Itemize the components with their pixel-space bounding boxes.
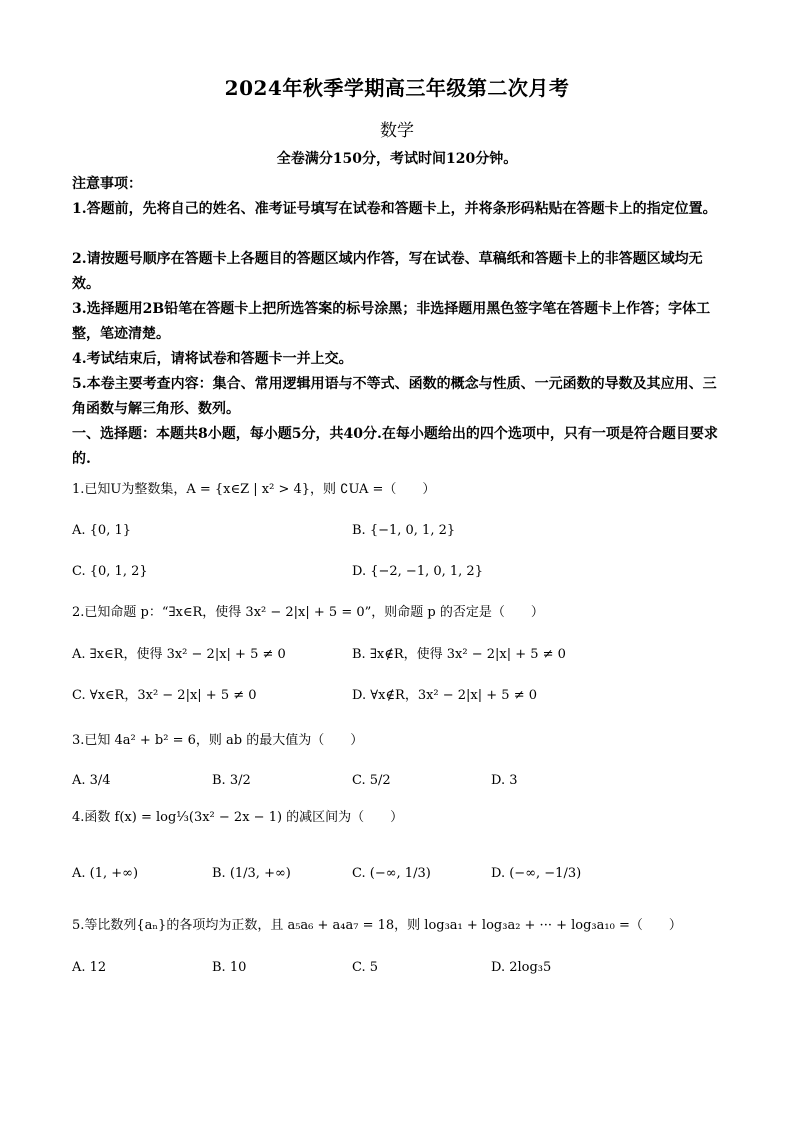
question-3-option-b: B. 3/2 — [212, 773, 251, 788]
note-item-2: 2.请按题号顺序在答题卡上各题目的答题区域内作答，写在试卷、草稿纸和答题卡上的非答题区域均无效。 — [72, 251, 703, 292]
question-4-option-a: A. (1, +∞) — [72, 866, 139, 881]
question-1-option-b: B. {−1, 0, 1, 2} — [352, 523, 456, 538]
question-3-option-a: A. 3/4 — [72, 773, 111, 788]
question-1-stem: 1.已知U为整数集，A = {x∈Z | x² > 4}，则 ∁UA =（ ） — [72, 482, 436, 497]
question-2-option-a: A. ∃x∈R，使得 3x² − 2|x| + 5 ≠ 0 — [72, 647, 286, 662]
exam-info: 全卷满分150分，考试时间120分钟。 — [276, 151, 518, 167]
note-item-5: 5.本卷主要考查内容：集合、常用逻辑用语与不等式、函数的概念与性质、一元函数的导数及其应用、三角函数与解三角形、数列。 — [72, 376, 717, 417]
question-2-option-b: B. ∃x∉R，使得 3x² − 2|x| + 5 ≠ 0 — [352, 647, 566, 662]
question-4-option-b: B. (1/3, +∞) — [212, 866, 291, 881]
question-5-option-b: B. 10 — [212, 960, 247, 975]
question-3-stem: 3.已知 4a² + b² = 6，则 ab 的最大值为（ ） — [72, 733, 364, 748]
question-1-option-d: D. {−2, −1, 0, 1, 2} — [352, 564, 483, 579]
question-3-option-c: C. 5/2 — [352, 773, 391, 788]
question-3-option-d: D. 3 — [491, 773, 518, 788]
question-5-option-d: D. 2log₃5 — [491, 960, 552, 975]
notes-heading: 注意事项： — [72, 176, 142, 192]
question-5-option-a: A. 12 — [72, 960, 107, 975]
question-5-stem: 5.等比数列{aₙ}的各项均为正数，且 a₅a₆ + a₄a₇ = 18，则 log₃a₁ + log₃a₂ + ··· + log₃a₁₀ =（ ） — [72, 918, 682, 933]
question-5-option-c: C. 5 — [352, 960, 379, 975]
note-item-4: 4.考试结束后，请将试卷和答题卡一并上交。 — [72, 351, 353, 367]
note-item-3: 3.选择题用2B铅笔在答题卡上把所选答案的标号涂黑；非选择题用黑色签字笔在答题卡上作答；字体工整，笔迹清楚。 — [72, 301, 711, 342]
question-4-stem: 4.函数 f(x) = log⅓(3x² − 2x − 1) 的减区间为（ ） — [72, 810, 404, 825]
question-1-option-a: A. {0, 1} — [72, 523, 132, 538]
exam-subject: 数学 — [380, 121, 414, 141]
exam-title: 2024年秋季学期高三年级第二次月考 — [224, 76, 570, 100]
section-heading: 一、选择题：本题共8小题，每小题5分，共40分.在每小题给出的四个选项中，只有一项是符合题目要求的. — [72, 426, 718, 467]
question-2-stem: 2.已知命题 p：“∃x∈R，使得 3x² − 2|x| + 5 = 0”，则命题 p 的否定是（ ） — [72, 605, 544, 620]
note-item-1: 1.答题前，先将自己的姓名、准考证号填写在试卷和答题卡上，并将条形码粘贴在答题卡上的指定位置。 — [72, 201, 717, 217]
question-1-option-c: C. {0, 1, 2} — [72, 564, 148, 579]
question-2-option-c: C. ∀x∈R，3x² − 2|x| + 5 ≠ 0 — [72, 688, 257, 703]
question-4-option-d: D. (−∞, −1/3) — [491, 866, 582, 881]
question-4-option-c: C. (−∞, 1/3) — [352, 866, 431, 881]
question-2-option-d: D. ∀x∉R，3x² − 2|x| + 5 ≠ 0 — [352, 688, 538, 703]
